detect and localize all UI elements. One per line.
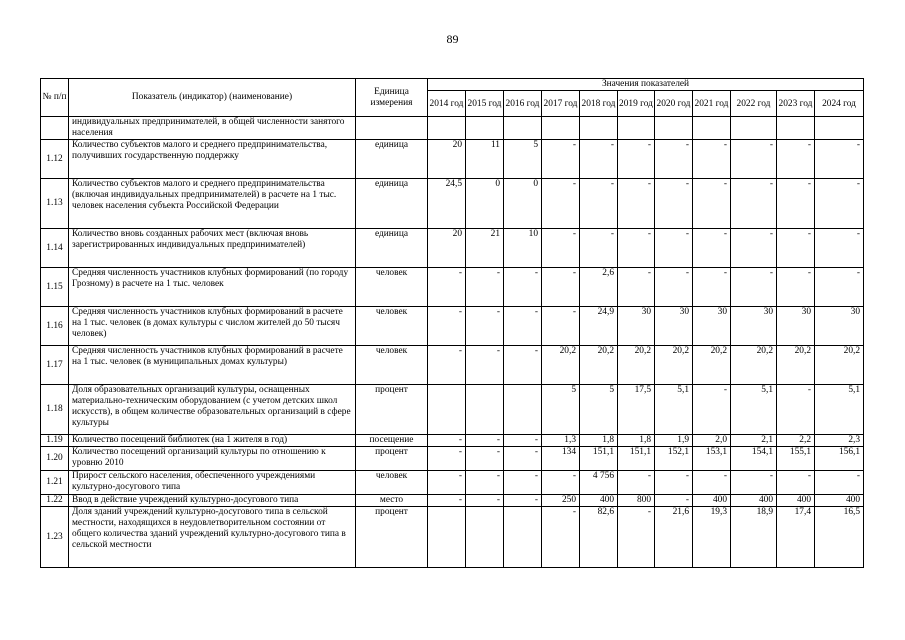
row-number: 1.16 xyxy=(41,307,69,346)
value-cell: - xyxy=(815,140,864,179)
row-number: 1.12 xyxy=(41,140,69,179)
value-cell: 5,1 xyxy=(655,385,693,435)
value-cell: - xyxy=(466,447,504,471)
unit-of-measure: процент xyxy=(356,447,428,471)
table-row xyxy=(41,495,864,507)
indicators-table xyxy=(40,78,864,568)
value-cell: - xyxy=(655,268,693,307)
header-no: № п/п xyxy=(41,79,69,117)
value-cell: - xyxy=(731,268,777,307)
value-cell: - xyxy=(777,268,815,307)
value-cell: - xyxy=(428,447,466,471)
value-cell: - xyxy=(777,229,815,268)
value-cell: - xyxy=(655,495,693,507)
value-cell: - xyxy=(504,495,542,507)
value-cell: 20,2 xyxy=(655,346,693,385)
value-cell: 20,2 xyxy=(542,346,580,385)
value-cell: 5 xyxy=(580,385,618,435)
value-cell: 5 xyxy=(542,385,580,435)
value-cell: - xyxy=(466,471,504,495)
value-cell: - xyxy=(655,140,693,179)
row-number: 1.22 xyxy=(41,495,69,507)
row-number: 1.14 xyxy=(41,229,69,268)
unit-of-measure: человек xyxy=(356,268,428,307)
header-year: 2021 год xyxy=(693,91,731,117)
value-cell: - xyxy=(542,307,580,346)
value-cell: 20,2 xyxy=(815,346,864,385)
unit-of-measure: посещение xyxy=(356,435,428,447)
indicator-name: Количество субъектов малого и среднего предпринимательства, получивших государственную поддержку xyxy=(69,140,356,179)
table-body xyxy=(41,117,864,568)
indicator-name: Количество вновь созданных рабочих мест (включая вновь зарегистрированных индивидуальных предпринимателей) xyxy=(69,229,356,268)
value-cell: 2,1 xyxy=(731,435,777,447)
value-cell: - xyxy=(815,179,864,229)
indicator-name: Средняя численность участников клубных формирований в расчете на 1 тыс. человек (в домах культуры с числом жителей до 50 тысяч человек) xyxy=(69,307,356,346)
value-cell: 0 xyxy=(504,179,542,229)
value-cell: 151,1 xyxy=(580,447,618,471)
value-cell xyxy=(428,385,466,435)
value-cell: - xyxy=(655,229,693,268)
value-cell: 18,9 xyxy=(731,507,777,568)
header-year: 2024 год xyxy=(815,91,864,117)
table-row xyxy=(41,179,864,229)
value-cell: - xyxy=(504,447,542,471)
value-cell: 134 xyxy=(542,447,580,471)
value-cell: - xyxy=(731,471,777,495)
value-cell: - xyxy=(777,471,815,495)
value-cell: 400 xyxy=(693,495,731,507)
table-row xyxy=(41,385,864,435)
page-number: 89 xyxy=(446,32,459,46)
header-year: 2017 год xyxy=(542,91,580,117)
value-cell: - xyxy=(428,307,466,346)
value-cell: - xyxy=(504,346,542,385)
value-cell: - xyxy=(466,495,504,507)
header-year: 2015 год xyxy=(466,91,504,117)
header-year: 2023 год xyxy=(777,91,815,117)
header-year: 2014 год xyxy=(428,91,466,117)
value-cell: - xyxy=(618,507,655,568)
value-cell: 4 756 xyxy=(580,471,618,495)
value-cell: - xyxy=(542,507,580,568)
value-cell: - xyxy=(580,140,618,179)
value-cell: - xyxy=(428,495,466,507)
unit-of-measure: единица xyxy=(356,140,428,179)
value-cell: 24,9 xyxy=(580,307,618,346)
value-cell: 20,2 xyxy=(580,346,618,385)
value-cell: 154,1 xyxy=(731,447,777,471)
value-cell: 5,1 xyxy=(731,385,777,435)
value-cell: 16,5 xyxy=(815,507,864,568)
value-cell: 250 xyxy=(542,495,580,507)
value-cell: - xyxy=(428,346,466,385)
value-cell xyxy=(731,117,777,140)
table-header xyxy=(41,79,864,117)
value-cell: 2,3 xyxy=(815,435,864,447)
unit-of-measure: процент xyxy=(356,385,428,435)
indicator-name: Количество посещений организаций культуры по отношению к уровню 2010 xyxy=(69,447,356,471)
table-row xyxy=(41,507,864,568)
row-number: 1.23 xyxy=(41,507,69,568)
value-cell: - xyxy=(504,435,542,447)
unit-of-measure: место xyxy=(356,495,428,507)
value-cell: - xyxy=(504,307,542,346)
value-cell xyxy=(466,117,504,140)
value-cell: - xyxy=(580,179,618,229)
value-cell: - xyxy=(693,385,731,435)
value-cell xyxy=(466,385,504,435)
value-cell: - xyxy=(580,229,618,268)
value-cell: 20 xyxy=(428,140,466,179)
header-indicator: Показатель (индикатор) (наименование) xyxy=(69,79,356,117)
value-cell: 2,0 xyxy=(693,435,731,447)
value-cell: 30 xyxy=(655,307,693,346)
value-cell: 1,8 xyxy=(580,435,618,447)
value-cell: - xyxy=(693,229,731,268)
value-cell: - xyxy=(542,179,580,229)
value-cell xyxy=(504,385,542,435)
indicator-name: Средняя численность участников клубных формирований (по городу Грозному) в расчете на 1 тыс. человек xyxy=(69,268,356,307)
table-row xyxy=(41,435,864,447)
value-cell: - xyxy=(504,471,542,495)
value-cell: - xyxy=(618,229,655,268)
table-row xyxy=(41,307,864,346)
value-cell: 0 xyxy=(466,179,504,229)
unit-of-measure: процент xyxy=(356,507,428,568)
unit-of-measure: человек xyxy=(356,471,428,495)
indicator-name: Доля зданий учреждений культурно-досугового типа в сельской местности, находящихся в неудовлетворительном состоянии от общего количества зданий учреждений культурно-досугового типа в сельской местности xyxy=(69,507,356,568)
header-year: 2016 год xyxy=(504,91,542,117)
indicator-name: Средняя численность участников клубных формирований в расчете на 1 тыс. человек (в муниципальных домах культуры) xyxy=(69,346,356,385)
value-cell: 17,4 xyxy=(777,507,815,568)
value-cell: 151,1 xyxy=(618,447,655,471)
header-unit: Единица измерения xyxy=(356,79,428,117)
header-year: 2022 год xyxy=(731,91,777,117)
value-cell: - xyxy=(815,229,864,268)
value-cell: 82,6 xyxy=(580,507,618,568)
value-cell: 400 xyxy=(777,495,815,507)
table-row xyxy=(41,140,864,179)
value-cell: 20,2 xyxy=(731,346,777,385)
value-cell: 155,1 xyxy=(777,447,815,471)
value-cell: 400 xyxy=(731,495,777,507)
value-cell: 20 xyxy=(428,229,466,268)
indicator-name: Доля образовательных организаций культуры, оснащенных материально-техническим оборудованием (с учетом детских школ искусств), в общем количестве образовательных организаций в сфере культуры xyxy=(69,385,356,435)
value-cell xyxy=(693,117,731,140)
value-cell: 5 xyxy=(504,140,542,179)
value-cell: - xyxy=(618,140,655,179)
table-row xyxy=(41,117,864,140)
value-cell: 20,2 xyxy=(693,346,731,385)
value-cell: - xyxy=(466,268,504,307)
unit-of-measure xyxy=(356,117,428,140)
value-cell: 30 xyxy=(731,307,777,346)
value-cell: 11 xyxy=(466,140,504,179)
value-cell xyxy=(466,507,504,568)
value-cell xyxy=(504,507,542,568)
value-cell: - xyxy=(542,471,580,495)
header-year: 2019 год xyxy=(618,91,655,117)
value-cell: - xyxy=(731,179,777,229)
value-cell: - xyxy=(542,140,580,179)
value-cell xyxy=(428,117,466,140)
value-cell: - xyxy=(777,179,815,229)
value-cell: - xyxy=(693,268,731,307)
row-number xyxy=(41,117,69,140)
value-cell xyxy=(618,117,655,140)
value-cell: - xyxy=(542,268,580,307)
row-number: 1.13 xyxy=(41,179,69,229)
value-cell: - xyxy=(428,471,466,495)
value-cell: 153,1 xyxy=(693,447,731,471)
value-cell: 20,2 xyxy=(777,346,815,385)
value-cell xyxy=(655,117,693,140)
value-cell: - xyxy=(777,385,815,435)
value-cell: 2,2 xyxy=(777,435,815,447)
value-cell: - xyxy=(655,179,693,229)
unit-of-measure: единица xyxy=(356,179,428,229)
row-number: 1.18 xyxy=(41,385,69,435)
value-cell: - xyxy=(504,268,542,307)
indicator-name: индивидуальных предпринимателей, в общей численности занятого населения xyxy=(69,117,356,140)
indicator-name: Количество субъектов малого и среднего предпринимательства (включая индивидуальных предпринимателей) в расчете на 1 тыс. человек населения субъекта Российской Федерации xyxy=(69,179,356,229)
row-number: 1.21 xyxy=(41,471,69,495)
row-number: 1.15 xyxy=(41,268,69,307)
value-cell: - xyxy=(466,435,504,447)
value-cell: 156,1 xyxy=(815,447,864,471)
value-cell: 30 xyxy=(815,307,864,346)
unit-of-measure: единица xyxy=(356,229,428,268)
indicator-name: Ввод в действие учреждений культурно-досугового типа xyxy=(69,495,356,507)
value-cell: 1,3 xyxy=(542,435,580,447)
table-row xyxy=(41,346,864,385)
value-cell: 400 xyxy=(580,495,618,507)
value-cell xyxy=(815,117,864,140)
value-cell: - xyxy=(815,471,864,495)
value-cell: 1,9 xyxy=(655,435,693,447)
table-row xyxy=(41,471,864,495)
value-cell: - xyxy=(693,179,731,229)
row-number: 1.20 xyxy=(41,447,69,471)
value-cell: - xyxy=(618,471,655,495)
value-cell: 2,6 xyxy=(580,268,618,307)
table-row xyxy=(41,447,864,471)
value-cell: 19,3 xyxy=(693,507,731,568)
value-cell: - xyxy=(655,471,693,495)
value-cell: - xyxy=(618,268,655,307)
value-cell: - xyxy=(777,140,815,179)
value-cell xyxy=(777,117,815,140)
value-cell: 800 xyxy=(618,495,655,507)
value-cell: 17,5 xyxy=(618,385,655,435)
header-year: 2020 год xyxy=(655,91,693,117)
value-cell xyxy=(428,507,466,568)
value-cell: - xyxy=(731,140,777,179)
value-cell: - xyxy=(731,229,777,268)
row-number: 1.17 xyxy=(41,346,69,385)
value-cell: 5,1 xyxy=(815,385,864,435)
table-row xyxy=(41,268,864,307)
value-cell: 400 xyxy=(815,495,864,507)
value-cell: - xyxy=(428,268,466,307)
value-cell: - xyxy=(693,471,731,495)
indicator-name: Количество посещений библиотек (на 1 жителя в год) xyxy=(69,435,356,447)
value-cell: - xyxy=(618,179,655,229)
value-cell: - xyxy=(428,435,466,447)
value-cell: - xyxy=(466,307,504,346)
value-cell: 1,8 xyxy=(618,435,655,447)
table-row xyxy=(41,229,864,268)
value-cell: - xyxy=(542,229,580,268)
indicator-name: Прирост сельского населения, обеспеченного учреждениями культурно-досугового типа xyxy=(69,471,356,495)
value-cell: - xyxy=(466,346,504,385)
row-number: 1.19 xyxy=(41,435,69,447)
value-cell: 21 xyxy=(466,229,504,268)
value-cell: 30 xyxy=(777,307,815,346)
value-cell: 20,2 xyxy=(618,346,655,385)
value-cell xyxy=(580,117,618,140)
unit-of-measure: человек xyxy=(356,307,428,346)
value-cell: 21,6 xyxy=(655,507,693,568)
unit-of-measure: человек xyxy=(356,346,428,385)
value-cell xyxy=(504,117,542,140)
value-cell: 30 xyxy=(618,307,655,346)
value-cell: - xyxy=(815,268,864,307)
value-cell: 10 xyxy=(504,229,542,268)
value-cell: 30 xyxy=(693,307,731,346)
value-cell: - xyxy=(693,140,731,179)
header-year: 2018 год xyxy=(580,91,618,117)
header-values-group: Значения показателей xyxy=(428,79,864,91)
value-cell: 24,5 xyxy=(428,179,466,229)
value-cell xyxy=(542,117,580,140)
value-cell: 152,1 xyxy=(655,447,693,471)
